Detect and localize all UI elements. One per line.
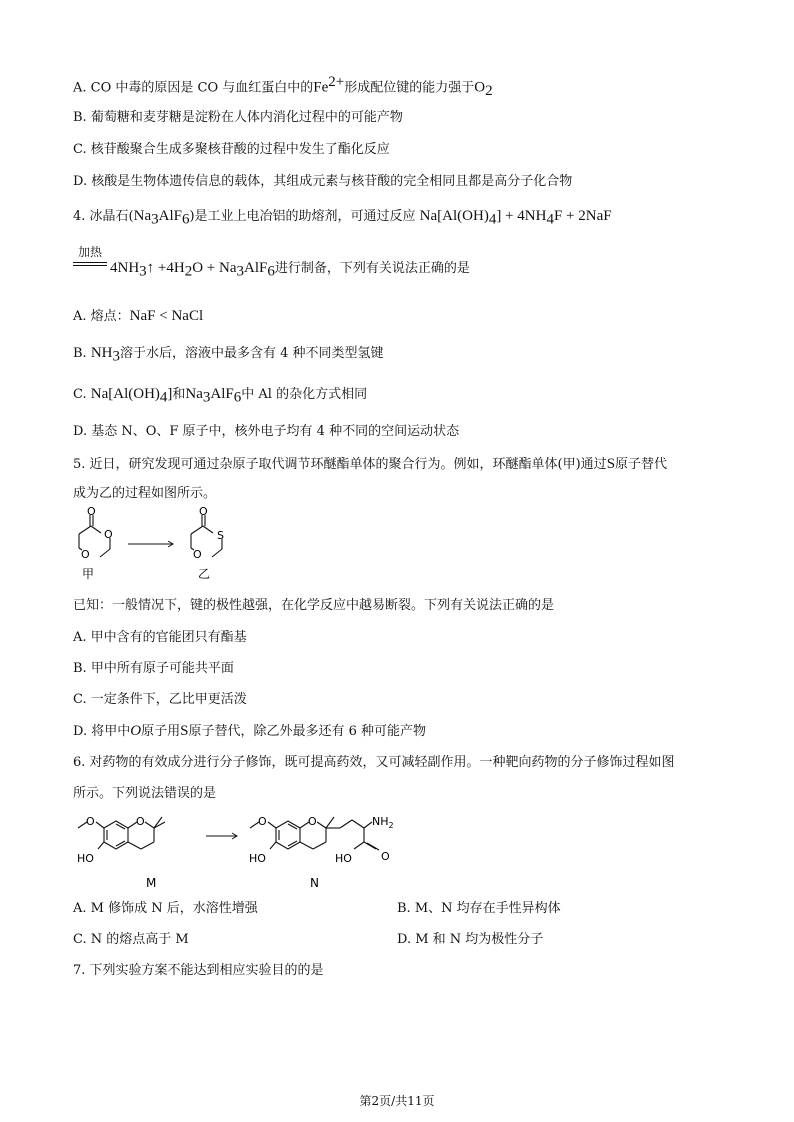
carboxyl-ho-label: HO <box>335 852 352 865</box>
hydroxy-label: HO <box>77 852 94 865</box>
q6-modification-diagram <box>70 808 470 892</box>
atom-s: S <box>217 529 224 542</box>
q3-option-b: B. 葡萄糖和麦芽糖是淀粉在人体内消化过程中的可能产物 <box>73 110 403 125</box>
reaction-arrow <box>206 833 237 839</box>
amino-label: $NH_2$ <box>372 815 394 830</box>
atom-o-methoxy: O <box>86 815 95 828</box>
q5-option-d: D. 将甲中O原子用S原子替代，除乙外最多还有 6 种可能产物 <box>73 723 426 739</box>
label-jia: 甲 <box>82 567 95 581</box>
q5-reaction-diagram <box>60 506 260 586</box>
q6-intro-line2: 所示。下列说法错误的是 <box>73 786 217 801</box>
page-footer: 第2页/共11页 <box>359 1094 435 1108</box>
q6-option-b: B. M、N 均存在手性异构体 <box>397 901 561 916</box>
q5-intro-line1: 5. 近日，研究发现可通过杂原子取代调节环醚酯单体的聚合行为。例如，环醚酯单体(甲)通过S原子替代 <box>73 456 668 472</box>
carboxyl-o-label: O <box>381 850 390 863</box>
q5-intro-line2: 成为乙的过程如图所示。 <box>73 486 217 501</box>
q4-option-a: A. 熔点：NaF < NaCl <box>73 308 204 324</box>
atom-o-ring: O <box>136 815 145 828</box>
q4-option-c: C. $Na[Al(OH)_4]$和$Na_3AlF_6$中 Al 的杂化方式相同 <box>73 386 368 406</box>
atom-o-ring: O <box>193 548 202 561</box>
label-n: N <box>310 876 319 890</box>
q3-option-d: D. 核酸是生物体遗传信息的载体，其组成元素与核苷酸的完全相同且都是高分子化合物 <box>73 174 573 189</box>
atom-o-ring: O <box>81 548 90 561</box>
atom-o-carbonyl: O <box>87 506 96 518</box>
q4-intro: 4. 冰晶石$(Na_3AlF_6)$是工业上电冶铝的助熔剂，可通过反应 $Na[Al(OH)_4] + 4NH_4F + 2NaF$ <box>73 208 612 228</box>
q6-intro-line1: 6. 对药物的有效成分进行分子修饰，既可提高药效，又可减轻副作用。一种靶向药物的分子修饰过程如图 <box>73 755 675 770</box>
q5-option-a: A. 甲中含有的官能团只有酯基 <box>73 630 247 645</box>
q4-reaction-products: $4NH_3↑ +4H_2O + Na_3AlF_6$进行制备，下列有关说法正确的是 <box>110 260 470 280</box>
q6-option-d: D. M 和 N 均为极性分子 <box>397 932 544 947</box>
q4-option-d: D. 基态 N、O、F 原子中，核外电子均有 4 种不同的空间运动状态 <box>73 424 460 439</box>
q5-known: 已知：一般情况下，键的极性越强，在化学反应中越易断裂。下列有关说法正确的是 <box>73 598 555 613</box>
q6-option-c: C. N 的熔点高于 M <box>73 932 189 947</box>
hydroxy-label: HO <box>249 852 266 865</box>
atom-o-ring: O <box>104 528 113 541</box>
q4-option-b: B. $NH_3$溶于水后，溶液中最多含有 4 种不同类型氢键 <box>73 345 384 365</box>
atom-o-ring: O <box>308 815 317 828</box>
atom-o-carbonyl: O <box>199 506 208 518</box>
q6-option-a: A. M 修饰成 N 后，水溶性增强 <box>73 901 258 916</box>
q3-option-a: A. CO 中毒的原因是 CO 与血红蛋白中的$Fe^{2+}$形成配位键的能力强于$O_2$ <box>73 74 493 99</box>
q5-option-b: B. 甲中所有原子可能共平面 <box>73 661 234 676</box>
q5-option-c: C. 一定条件下，乙比甲更活泼 <box>73 692 247 707</box>
q7-intro: 7. 下列实验方案不能达到相应实验目的的是 <box>73 963 324 978</box>
label-m: M <box>146 876 157 890</box>
q3-option-c: C. 核苷酸聚合生成多聚核苷酸的过程中发生了酯化反应 <box>73 142 390 157</box>
atom-o-methoxy: O <box>258 815 267 828</box>
label-yi: 乙 <box>198 567 211 581</box>
reaction-arrow <box>128 541 173 547</box>
heating-condition: 加热 <box>73 243 107 266</box>
